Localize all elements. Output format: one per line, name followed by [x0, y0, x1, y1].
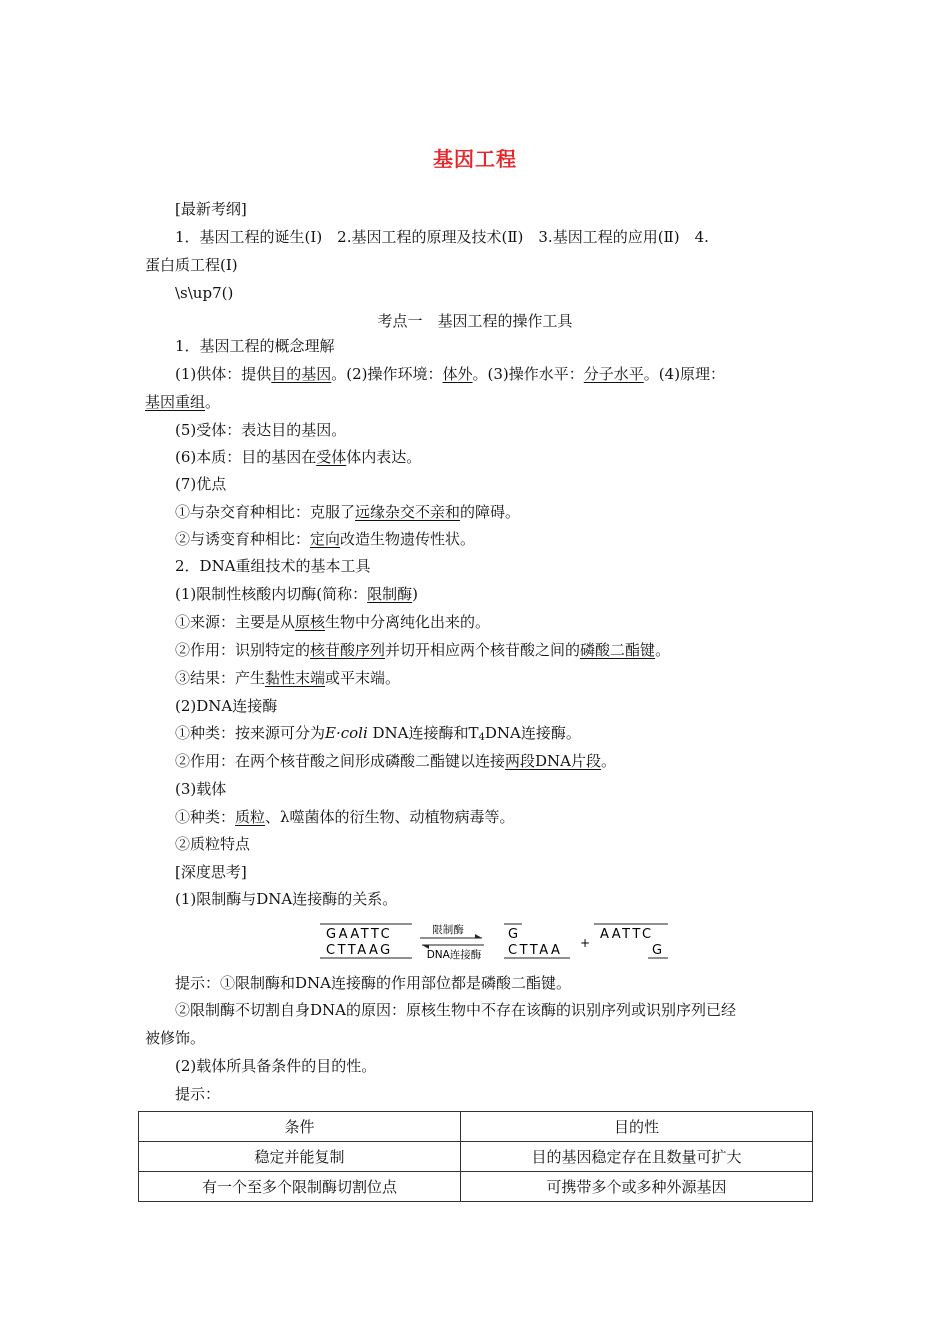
hint-1: 提示：①限制酶和DNA连接酶的作用部位都是磷酸二酯键。	[175, 974, 571, 992]
dna-bottom-sequence: CTTAAG	[326, 943, 393, 958]
table-cell: 目的基因稳定存在且数量可扩大	[461, 1142, 813, 1172]
thinking-question-2: (2)载体所具备条件的目的性。	[175, 1057, 377, 1075]
blank-answer: 两段DNA片段	[505, 752, 601, 770]
restriction-ligation-diagram	[318, 920, 670, 962]
table-cell: 稳定并能复制	[139, 1142, 461, 1172]
plus-sign: +	[580, 936, 591, 950]
tools-enzyme-2: ①来源：主要是从原核生物中分离纯化出来的。	[175, 613, 491, 631]
concept-line-3: (5)受体：表达目的基因。	[175, 421, 347, 439]
table-row	[139, 1172, 813, 1202]
blank-answer: 质粒	[235, 808, 266, 826]
tools-enzyme-3: ②作用：识别特定的核苷酸序列并切开相应两个核苷酸之间的磷酸二酯键。	[175, 641, 671, 659]
table-row	[139, 1142, 813, 1172]
tools-heading: 2．DNA重组技术的基本工具	[175, 557, 371, 575]
blank-answer: 磷酸二酯键	[580, 641, 656, 659]
concept-line-5: (7)优点	[175, 475, 227, 493]
fragment2-bottom: G	[652, 943, 663, 958]
tools-enzyme-4: ③结果：产生黏性末端或平末端。	[175, 669, 401, 687]
dna-top-sequence: GAATTC	[326, 927, 393, 942]
tools-ligase-1: (2)DNA连接酶	[175, 697, 278, 715]
table-cell: 可携带多个或多种外源基因	[461, 1172, 813, 1202]
blank-answer: 基因重组	[145, 393, 206, 411]
fragment1-bottom: CTTAA	[508, 943, 563, 958]
tools-ligase-2: ①种类：按来源可分为E·coli DNA连接酶和$T_4DNA$连接酶。	[175, 724, 581, 743]
blank-answer: 远缘杂交不亲和	[355, 503, 461, 521]
vector-conditions-table	[138, 1111, 813, 1202]
blank-answer: 原核	[295, 613, 326, 631]
section-title: 考点一 基因工程的操作工具	[377, 312, 573, 330]
hint-label: 提示：	[175, 1085, 221, 1103]
table-header-row	[139, 1112, 813, 1142]
table-header: 目的性	[461, 1112, 813, 1142]
tools-vector-2: ①种类：质粒、λ噬菌体的衍生物、动植物病毒等。	[175, 808, 515, 826]
arrow-label-ligase: DNA连接酶	[426, 949, 482, 961]
tools-vector-1: (3)载体	[175, 780, 227, 798]
tools-vector-3: ②质粒特点	[175, 835, 251, 853]
blank-answer: 定向	[310, 530, 341, 548]
fragment1-top: G	[508, 927, 519, 942]
blank-answer: 核苷酸序列	[310, 641, 386, 659]
blank-answer: 受体	[316, 448, 347, 466]
blank-answer: 限制酶	[367, 585, 413, 603]
outline-line-2: 蛋白质工程(Ⅰ)	[145, 256, 238, 274]
thinking-label: [深度思考]	[175, 863, 247, 881]
page-title: 基因工程	[433, 147, 517, 171]
fragment2-top: AATTC	[600, 927, 654, 942]
hint-2-line-2: 被修饰。	[145, 1029, 206, 1047]
concept-heading: 1．基因工程的概念理解	[175, 337, 335, 355]
outline-label: [最新考纲]	[175, 200, 247, 218]
arrow-label-restriction: 限制酶	[432, 924, 464, 936]
tools-ligase-3: ②作用：在两个核苷酸之间形成磷酸二酯键以连接两段DNA片段。	[175, 752, 617, 770]
table-cell: 有一个至多个限制酶切割位点	[139, 1172, 461, 1202]
concept-line-7: ②与诱变育种相比：定向改造生物遗传性状。	[175, 530, 476, 548]
concept-line-6: ①与杂交育种相比：克服了远缘杂交不亲和的障碍。	[175, 503, 521, 521]
blank-answer: 目的基因	[271, 365, 332, 383]
blank-answer: 体外	[442, 365, 473, 383]
blank-answer: 分子水平	[583, 365, 644, 383]
outline-line-1: 1．基因工程的诞生(Ⅰ) 2.基因工程的原理及技术(Ⅱ) 3.基因工程的应用(Ⅱ) 4.	[175, 228, 709, 246]
thinking-question-1: (1)限制酶与DNA连接酶的关系。	[175, 890, 398, 908]
concept-line-1: (1)供体：提供目的基因。(2)操作环境：体外。(3)操作水平：分子水平。(4)原理：	[175, 365, 726, 383]
blank-answer: 黏性末端	[265, 669, 326, 687]
table-header: 条件	[139, 1112, 461, 1142]
hint-2-line-1: ②限制酶不切割自身DNA的原因：原核生物中不存在该酶的识别序列或识别序列已经	[175, 1001, 736, 1019]
code-artifact: \s\up7()	[175, 284, 234, 302]
concept-line-4: (6)本质：目的基因在受体体内表达。	[175, 448, 422, 466]
concept-line-2: 基因重组。	[145, 393, 221, 411]
tools-enzyme-1: (1)限制性核酸内切酶(简称：限制酶)	[175, 585, 418, 603]
